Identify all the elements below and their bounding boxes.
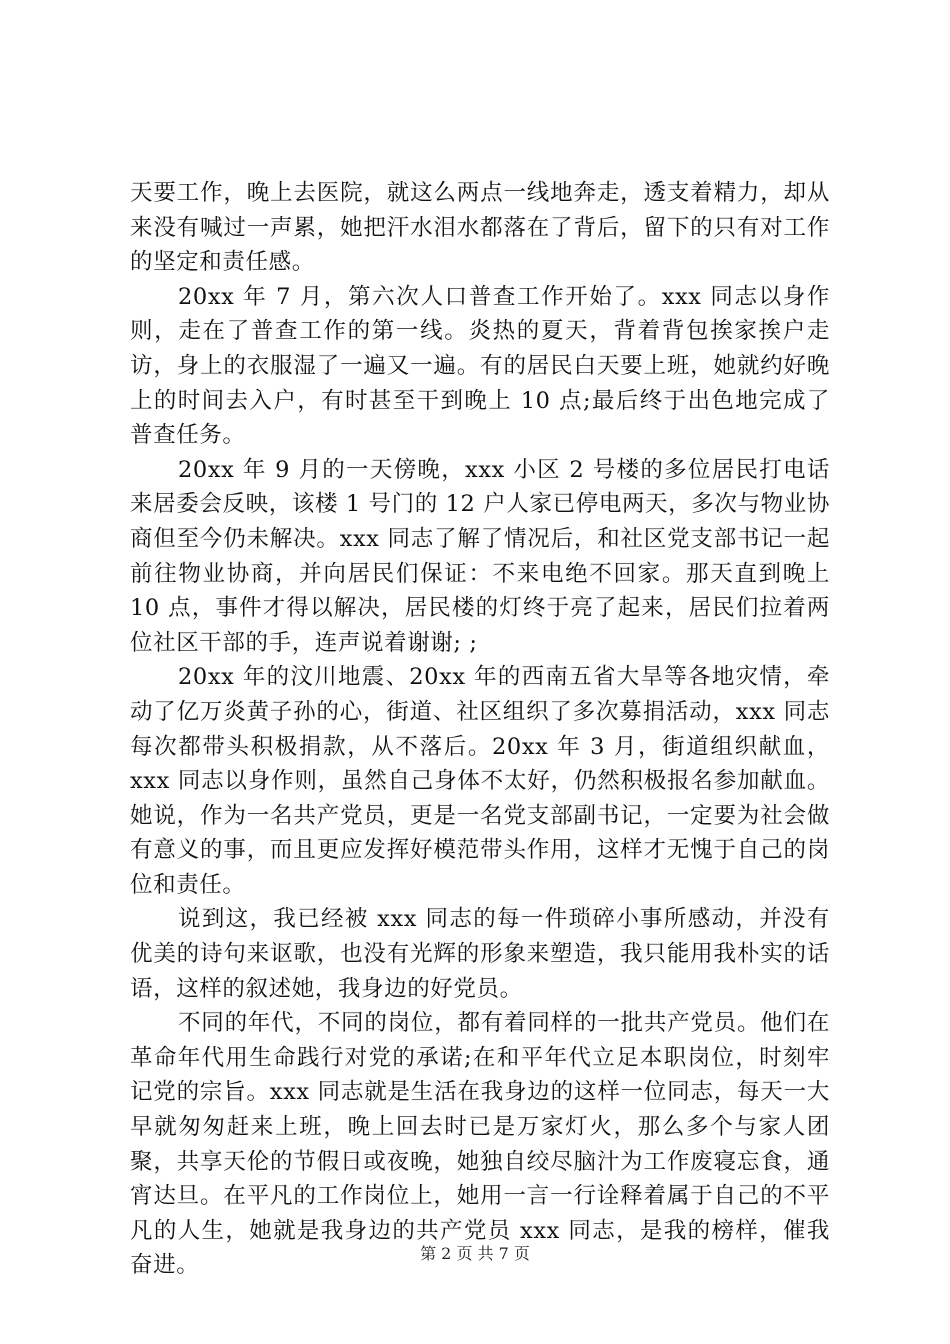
paragraph-5: 说到这，我已经被 xxx 同志的每一件琐碎小事所感动，并没有优美的诗句来讴歌，也没有光辉的形象来塑造，我只能用我朴实的话语，这样的叙述她，我身边的好党员。 — [130, 906, 830, 1002]
paragraph-3: 20xx 年 9 月的一天傍晚，xxx 小区 2 号楼的多位居民打电话来居委会反映，该楼 1 号门的 12 户人家已停电两天，多次与物业协商但至今仍未解决。xxx 同志了解了情况后，和社区党支部书记一起前往物业协商，并向居民们保证：不来电绝不回家。那天直到晚上 10 点，事件才得以解决，居民楼的灯终于亮了起来，居民们拉着两位社区干部的手，连声说着谢谢; ; — [130, 456, 830, 656]
paragraph-2: 20xx 年 7 月，第六次人口普查工作开始了。xxx 同志以身作则，走在了普查工作的第一线。炎热的夏天，背着背包挨家挨户走访，身上的衣服湿了一遍又一遍。有的居民白天要上班，她就约好晚上的时间去入户，有时甚至干到晚上 10 点;最后终于出色地完成了普查任务。 — [130, 283, 830, 449]
paragraph-6: 不同的年代，不同的岗位，都有着同样的一批共产党员。他们在革命年代用生命践行对党的承诺;在和平年代立足本职岗位，时刻牢记党的宗旨。xxx 同志就是生活在我身边的这样一位同志，每天一大早就匆匆赶来上班，晚上回去时已是万家灯火，那么多个与家人团聚，共享天伦的节假日或夜晚，她独自绞尽脑汁为工作废寝忘食，通宵达旦。在平凡的工作岗位上，她用一言一行诠释着属于自己的不平凡的人生，她就是我身边的共产党员 xxx 同志，是我的榜样，催我奋进。 — [130, 1010, 830, 1279]
paragraph-1: 天要工作，晚上去医院，就这么两点一线地奔走，透支着精力，却从来没有喊过一声累，她把汗水泪水都落在了背后，留下的只有对工作的坚定和责任感。 — [130, 180, 830, 276]
page-number-footer: 第 2 页 共 7 页 — [420, 1244, 530, 1263]
paragraph-4: 20xx 年的汶川地震、20xx 年的西南五省大旱等各地灾情，牵动了亿万炎黄子孙的心，街道、社区组织了多次募捐活动，xxx 同志每次都带头积极捐款，从不落后。20xx 年 3 月，街道组织献血，xxx 同志以身作则，虽然自己身体不太好，仍然积极报名参加献血。她说，作为一名共产党员，更是一名党支部副书记，一定要为社会做有意义的事，而且更应发挥好模范带头作用，这样才无愧于自己的岗位和责任。 — [130, 664, 830, 898]
document-body — [130, 176, 830, 1283]
